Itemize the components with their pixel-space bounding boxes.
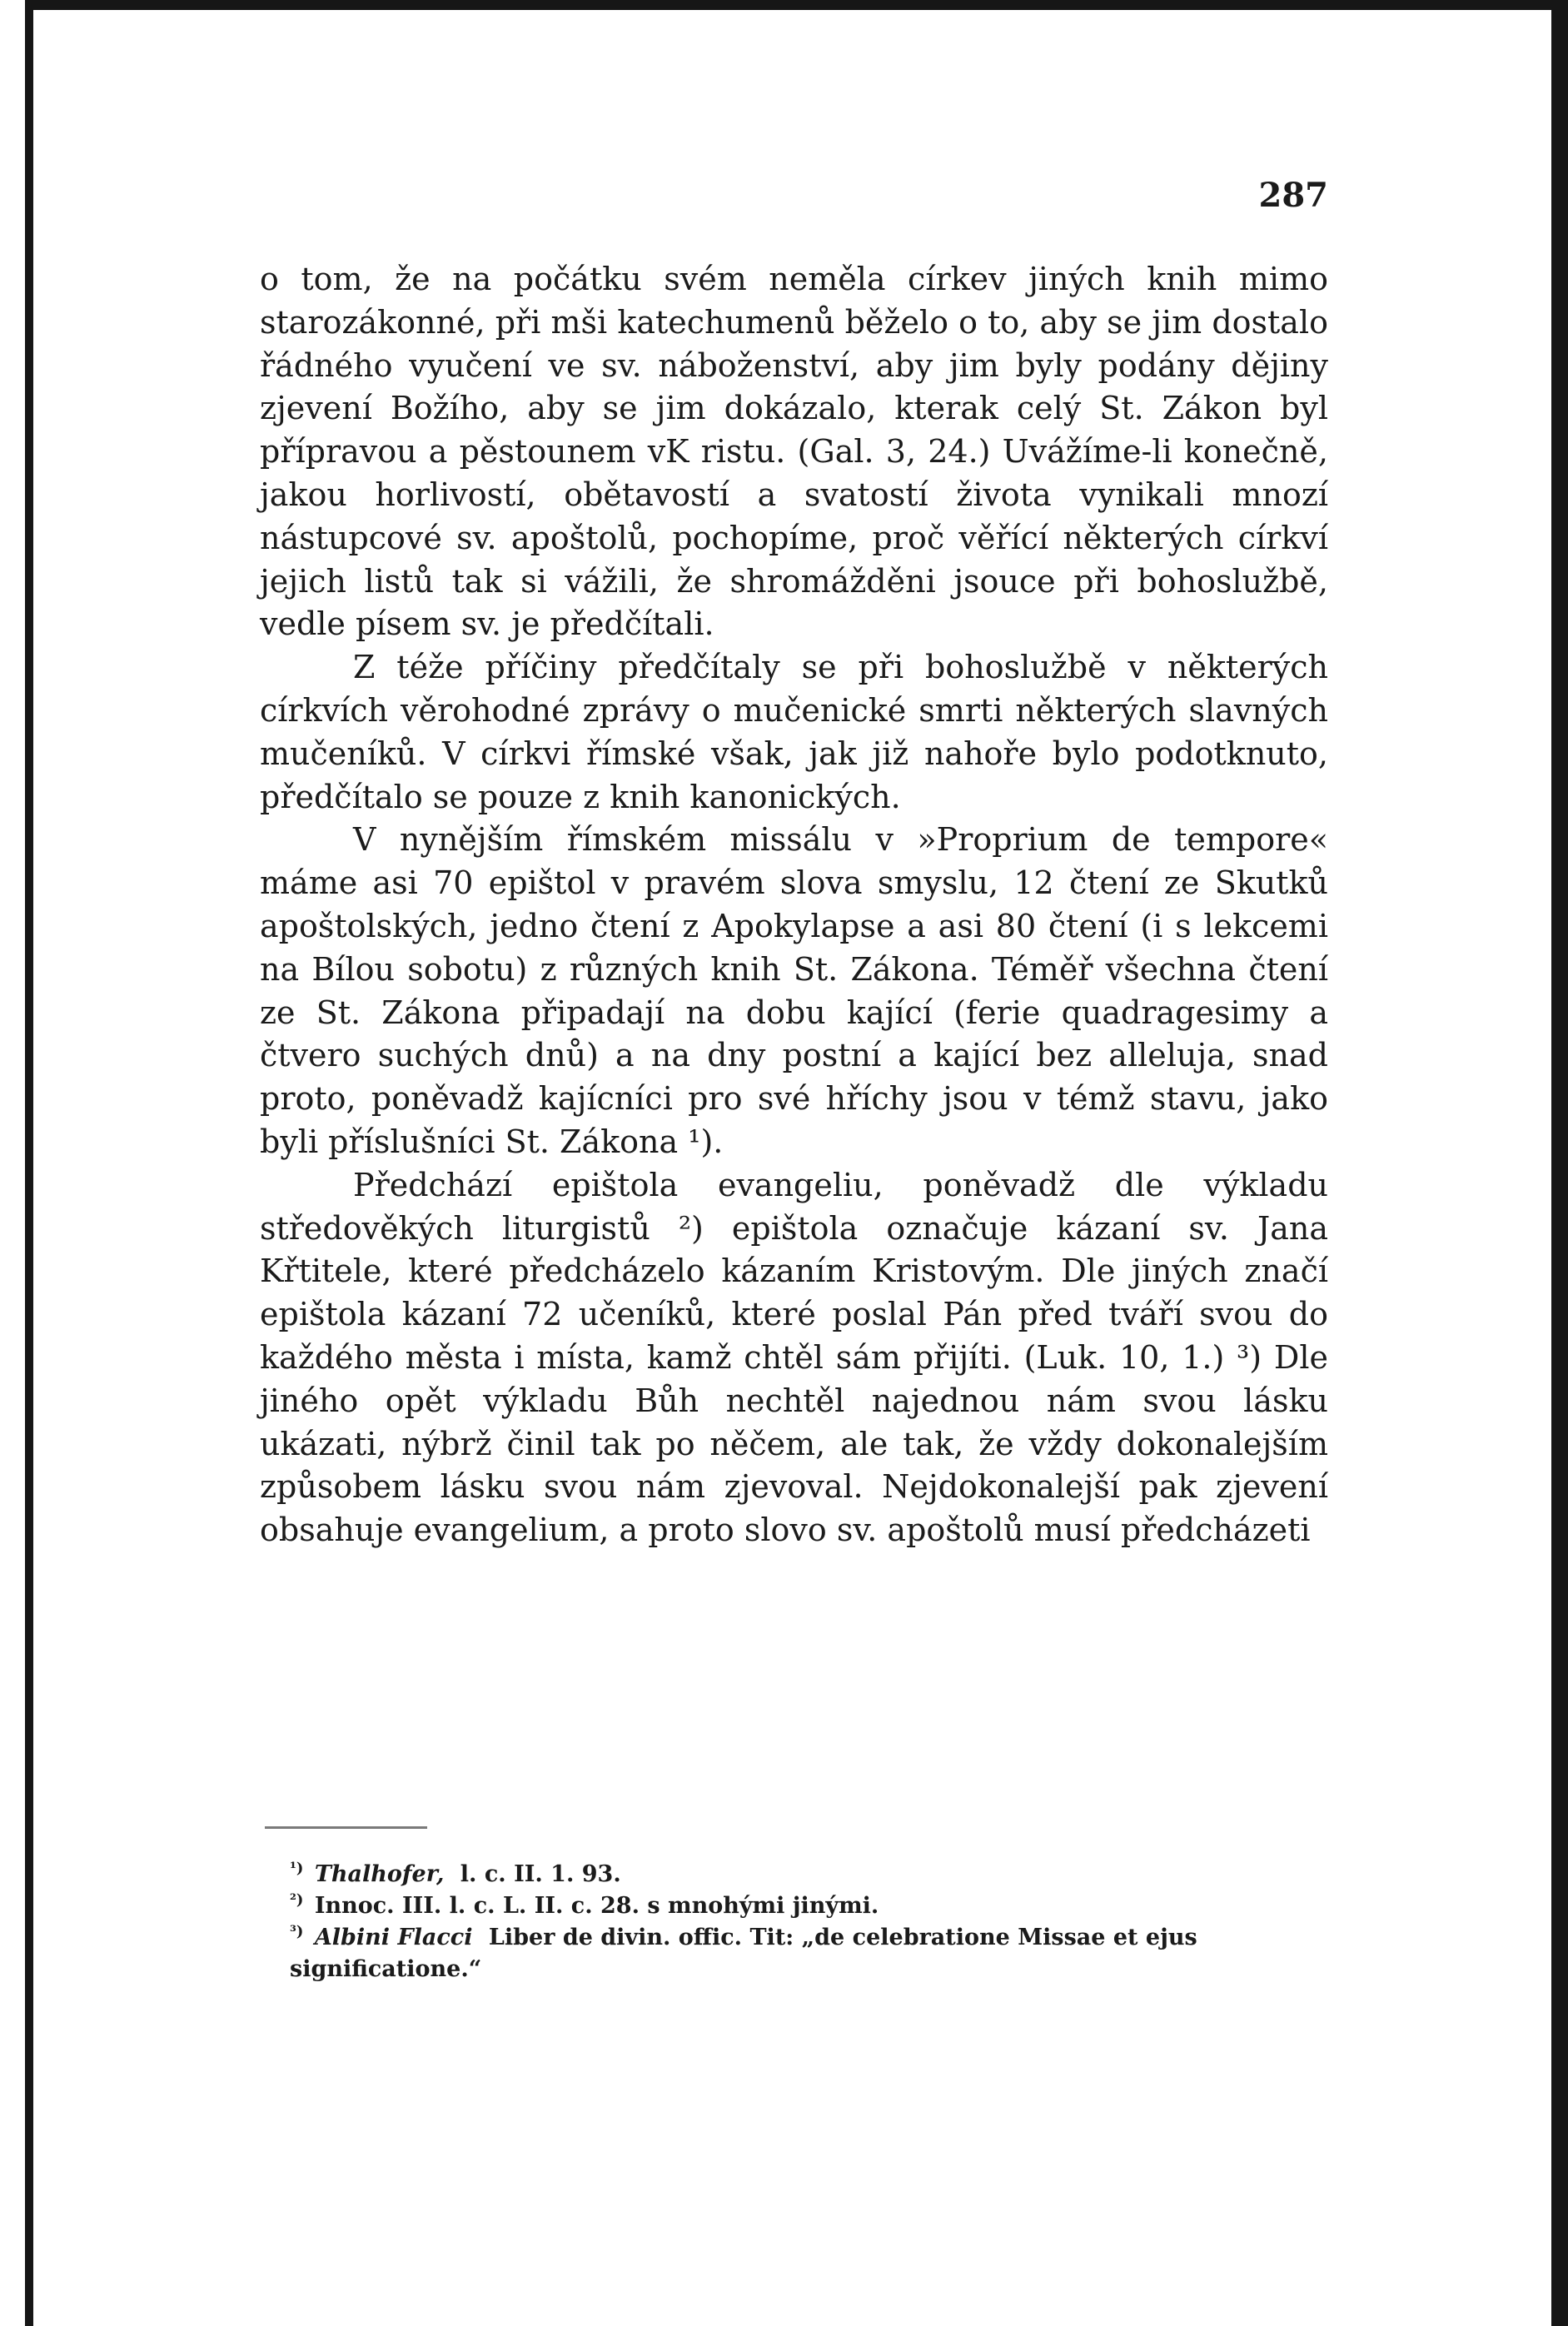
paragraph-4: Předchází epištola evangeliu, poněvadž dle výkladu středověkých liturgistů ²) epištola označuje kázaní sv. Jana Křtitele, které předcházelo kázaním Kristovým. Dle jiných značí epištola kázaní 72 učeníků, které poslal Pán před tváří svou do každého města i místa, kamž chtěl sám přijíti. (Luk. 10, 1.) ³) Dle jiného opět výkladu Bůh nechtěl najednou nám svou lásku ukázati, nýbrž činil tak po něčem, ale tak, že vždy dokonalejším způsobem lásku svou nám zjevoval. Nejdokonalejší pak zjevení obsahuje evangelium, a proto slovo sv. apoštolů musí předcházeti [260,1166,1328,1549]
footnote-1-author: Thalhofer, [314,1861,445,1887]
footnote-3-mark: ³) [290,1923,304,1940]
footnote-2 [290,1890,1328,1922]
footnote-1-text: l. c. II. 1. 93. [460,1861,621,1887]
footnote-3 [290,1922,1328,1985]
footnote-2-text: Innoc. III. l. c. L. II. c. 28. s mnohými jinými. [314,1893,879,1919]
footnote-3-author: Albini Flacci [314,1925,473,1950]
paragraph-1: o tom, že na počátku svém neměla církev jiných knih mimo starozákonné, při mši katechumenů běželo o to, aby se jim dostalo řádného vyučení ve sv. náboženství, aby jim byly podány dějiny zjevení Božího, aby se jim dokázalo, kterak celý St. Zákon byl přípravou a pěstounem vK ristu. (Gal. 3, 24.) Uvážíme-li konečně, jakou horlivostí, obětavostí a svatostí života vynikali mnozí nástupcové sv. apoštolů, pochopíme, proč věřící některých církví jejich listů tak si vážili, že shromážděni jsouce při bohoslužbě, vedle písem sv. je předčítali. [260,261,1328,643]
page-number: 287 [1258,176,1328,215]
scan-right-edge [1551,0,1568,2326]
footnote-separator [265,1826,427,1829]
scan-left-edge [25,0,33,2326]
body-text [260,258,1328,1552]
footnote-1 [290,1859,1328,1890]
paragraph-3: V nynějším římském missálu v »Proprium de tempore« máme asi 70 epištol v pravém slova smyslu, 12 čtení ze Skutků apoštolských, jedno čtení z Apokylapse a asi 80 čtení (i s lekcemi na Bílou sobotu) z různých knih St. Zákona. Téměř všechna čtení ze St. Zákona připadají na dobu kající (ferie quadragesimy a čtvero suchých dnů) a na dny postní a kající bez alleluja, snad proto, poněvadž kajícníci pro své hříchy jsou v témž stavu, jako byli příslušníci St. Zákona ¹). [260,821,1328,1160]
paragraph-2: Z téže příčiny předčítaly se při bohoslužbě v některých církvích věrohodné zprávy o mučenické smrti některých slavných mučeníků. V církvi římské však, jak již nahoře bylo podotknuto, předčítalo se pouze z knih kanonických. [260,649,1328,815]
footnote-2-mark: ²) [290,1891,304,1909]
footnotes [290,1859,1328,1985]
scan-top-edge [25,0,1568,10]
footnote-1-mark: ¹) [290,1860,304,1877]
footnote-3-text: Liber de divin. offic. Tit: „de celebratione Missae et ejus significatione.“ [290,1925,1197,1982]
